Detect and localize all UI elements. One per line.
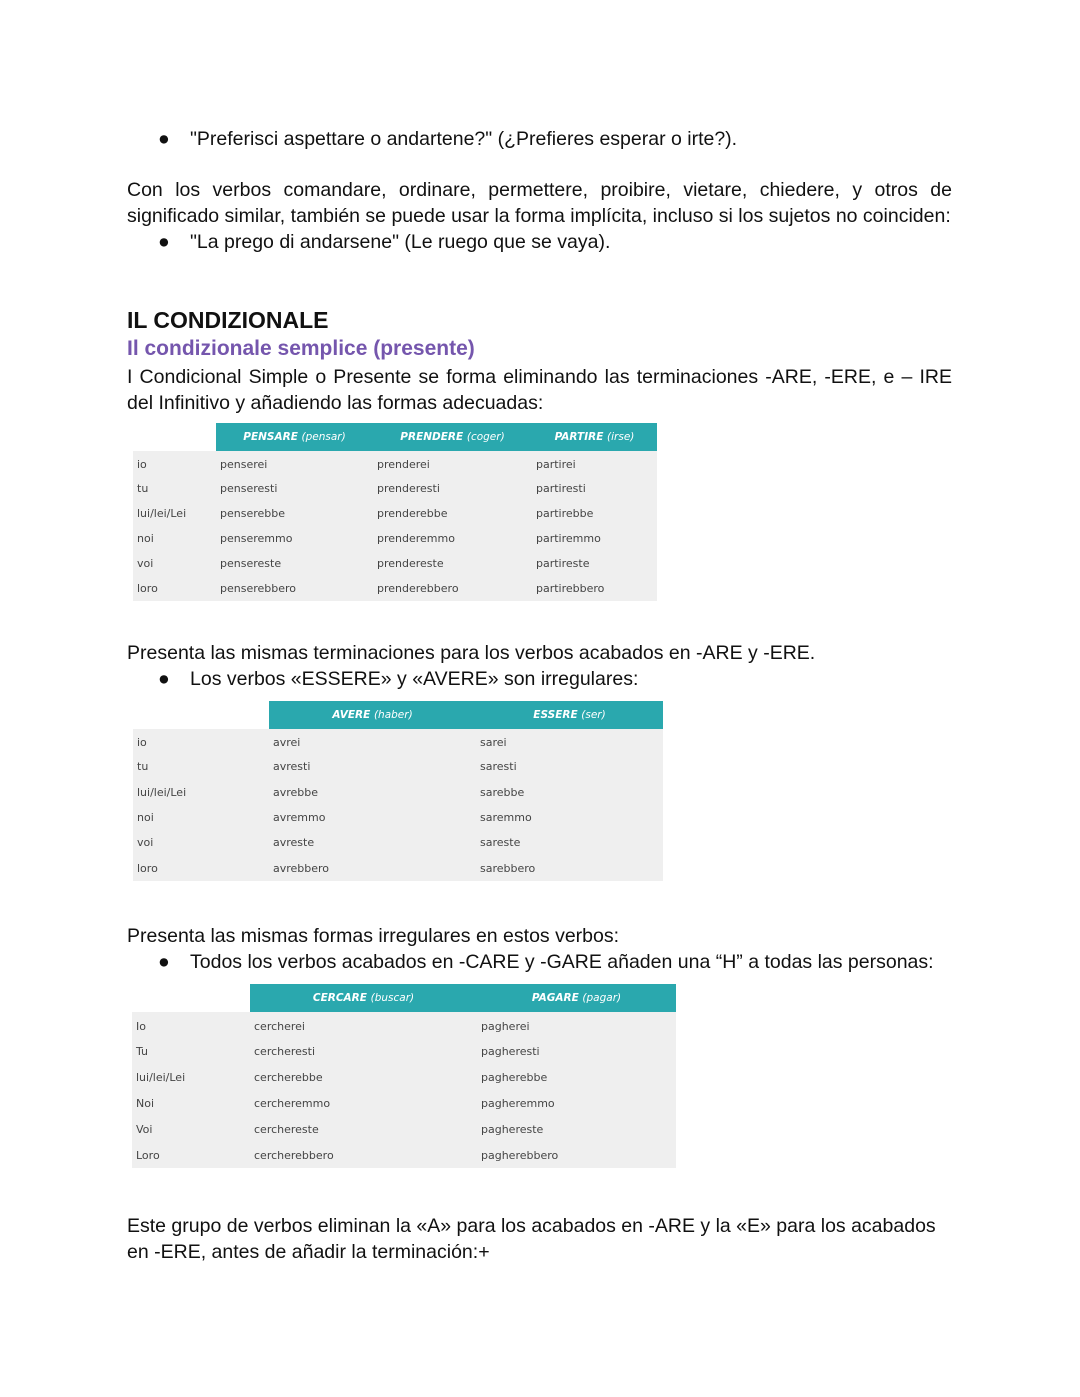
bullet-text: Todos los verbos acabados en -CARE y -GARE añaden una “H” a todas las personas: [190, 951, 934, 973]
header-translation: (pagar) [582, 992, 622, 1004]
table-row [133, 476, 657, 501]
table-row [133, 729, 663, 754]
header-verb: CERCARE [312, 992, 367, 1004]
conjugation-cell: avremmo [269, 805, 476, 830]
paragraph-verbos-implicita: Con los verbos comandare, ordinare, permettere, proibire, vietare, chiedere, y otros de significado similar, también se puede usar la forma implícita, incluso si los sujetos no coinciden: [127, 179, 952, 227]
pronoun-cell: lui/lei/Lei [132, 1064, 250, 1090]
table-row [132, 1116, 676, 1142]
conjugation-cell: pagheresti [477, 1038, 676, 1064]
conjugation-cell: partirebbe [532, 501, 657, 526]
table-row [132, 1038, 676, 1064]
conjugation-cell: prenderei [373, 451, 532, 476]
header-translation: (coger) [466, 431, 505, 443]
conjugation-cell: avreste [269, 830, 476, 855]
conjugation-cell: sarebbe [476, 780, 663, 805]
table-row [133, 855, 663, 880]
conjugation-cell: partirebbero [532, 576, 657, 601]
conjugation-cell: cercherebbe [250, 1064, 477, 1090]
table-header-cell [269, 701, 476, 729]
conjugation-cell: prenderebbe [373, 501, 532, 526]
paragraph-formas-irregulares: Presenta las mismas formas irregulares en estos verbos: [127, 925, 620, 947]
conjugation-cell: pagherei [477, 1012, 676, 1038]
table-header-row [132, 984, 676, 1012]
conjugation-cell: avrei [269, 729, 476, 754]
header-verb: PAGARE [531, 992, 579, 1004]
conjugation-cell: prenderebbero [373, 576, 532, 601]
conjugation-cell: cerchereste [250, 1116, 477, 1142]
conjugation-cell: prenderesti [373, 476, 532, 501]
table-header-cell [216, 423, 373, 451]
header-verb: PRENDERE [400, 431, 464, 443]
conjugation-cell: penseresti [216, 476, 373, 501]
paragraph-eliminan-vocal: Este grupo de verbos eliminan la «A» para los acabados en -ARE y la «E» para los acabados en -ERE, antes de añadir la terminación:+ [127, 1215, 936, 1263]
conjugation-cell: partireste [532, 551, 657, 576]
conjugation-cell: sarei [476, 729, 663, 754]
pronoun-cell: tu [133, 476, 216, 501]
table-row [133, 830, 663, 855]
conjugation-cell: avrebbe [269, 780, 476, 805]
conjugation-cell: sareste [476, 830, 663, 855]
table-header-row [133, 701, 663, 729]
header-translation: (pensar) [301, 431, 346, 443]
table-header-cell [476, 701, 663, 729]
conjugation-cell: partirei [532, 451, 657, 476]
bullet-text: "Preferisci aspettare o andartene?" (¿Prefieres esperar o irte?). [190, 128, 738, 150]
conjugation-table-avere-essere [133, 701, 663, 881]
conjugation-cell: cercherei [250, 1012, 477, 1038]
pronoun-cell: tu [133, 754, 269, 779]
table-header-cell [477, 984, 676, 1012]
conjugation-table-care-gare [132, 984, 676, 1168]
table-header-row [133, 423, 657, 451]
conjugation-cell: sarebbero [476, 855, 663, 880]
bullet-icon: ● [158, 231, 170, 253]
table-header-blank [133, 701, 269, 729]
pronoun-cell: lui/lei/Lei [133, 780, 269, 805]
table-row [133, 805, 663, 830]
section-title: IL CONDIZIONALE [127, 307, 329, 333]
table-row [133, 501, 657, 526]
bullet-icon: ● [158, 128, 170, 150]
table-row [133, 551, 657, 576]
table-header-cell [250, 984, 477, 1012]
conjugation-cell: cercheremmo [250, 1090, 477, 1116]
conjugation-cell: paghereste [477, 1116, 676, 1142]
pronoun-cell: voi [133, 830, 269, 855]
table-row [133, 451, 657, 476]
header-translation: (irse) [607, 431, 635, 443]
pronoun-cell: Loro [132, 1142, 250, 1168]
table-header-cell [373, 423, 532, 451]
conjugation-cell: prendereste [373, 551, 532, 576]
conjugation-cell: pagherebbero [477, 1142, 676, 1168]
paragraph-mismas-terminaciones: Presenta las mismas terminaciones para los verbos acabados en -ARE y -ERE. [127, 642, 816, 664]
conjugation-cell: pagheremmo [477, 1090, 676, 1116]
conjugation-cell: saremmo [476, 805, 663, 830]
conjugation-cell: avrebbero [269, 855, 476, 880]
conjugation-cell: saresti [476, 754, 663, 779]
pronoun-cell: io [133, 729, 269, 754]
header-verb: AVERE [332, 709, 371, 721]
bullet-icon: ● [158, 951, 170, 973]
conjugation-cell: cercheresti [250, 1038, 477, 1064]
header-translation: (buscar) [370, 992, 415, 1004]
conjugation-cell: penserebbe [216, 501, 373, 526]
section-subtitle: Il condizionale semplice (presente) [127, 337, 475, 360]
conjugation-cell: partiremmo [532, 526, 657, 551]
pronoun-cell: loro [133, 855, 269, 880]
bullet-text: Los verbos «ESSERE» y «AVERE» son irregulares: [190, 668, 639, 690]
pronoun-cell: Tu [132, 1038, 250, 1064]
conjugation-table-regular [133, 423, 657, 601]
table-row [133, 576, 657, 601]
pronoun-cell: Io [132, 1012, 250, 1038]
table-row [133, 754, 663, 779]
pronoun-cell: noi [133, 805, 269, 830]
table-header-cell [532, 423, 657, 451]
conjugation-cell: pagherebbe [477, 1064, 676, 1090]
table-header-blank [132, 984, 250, 1012]
header-verb: PARTIRE [554, 431, 604, 443]
paragraph-condicional-simple: I Condicional Simple o Presente se forma eliminando las terminaciones -ARE, -ERE, e – IRE del Infinitivo y añadiendo las formas adecuadas: [127, 366, 952, 414]
conjugation-cell: penserebbero [216, 576, 373, 601]
conjugation-cell: prenderemmo [373, 526, 532, 551]
pronoun-cell: io [133, 451, 216, 476]
header-translation: (haber) [373, 709, 413, 721]
conjugation-cell: penserei [216, 451, 373, 476]
pronoun-cell: loro [133, 576, 216, 601]
conjugation-cell: cercherebbero [250, 1142, 477, 1168]
table-row [132, 1012, 676, 1038]
conjugation-cell: avresti [269, 754, 476, 779]
pronoun-cell: voi [133, 551, 216, 576]
conjugation-cell: penseremmo [216, 526, 373, 551]
pronoun-cell: Voi [132, 1116, 250, 1142]
conjugation-cell: pensereste [216, 551, 373, 576]
pronoun-cell: noi [133, 526, 216, 551]
pronoun-cell: lui/lei/Lei [133, 501, 216, 526]
conjugation-cell: partiresti [532, 476, 657, 501]
bullet-icon: ● [158, 668, 170, 690]
pronoun-cell: Noi [132, 1090, 250, 1116]
bullet-text: "La prego di andarsene" (Le ruego que se vaya). [190, 231, 611, 253]
table-row [132, 1142, 676, 1168]
table-row [133, 526, 657, 551]
header-translation: (ser) [581, 709, 606, 721]
header-verb: ESSERE [533, 709, 578, 721]
table-row [132, 1090, 676, 1116]
table-row [133, 780, 663, 805]
table-row [132, 1064, 676, 1090]
table-header-blank [133, 423, 216, 451]
header-verb: PENSARE [243, 431, 298, 443]
